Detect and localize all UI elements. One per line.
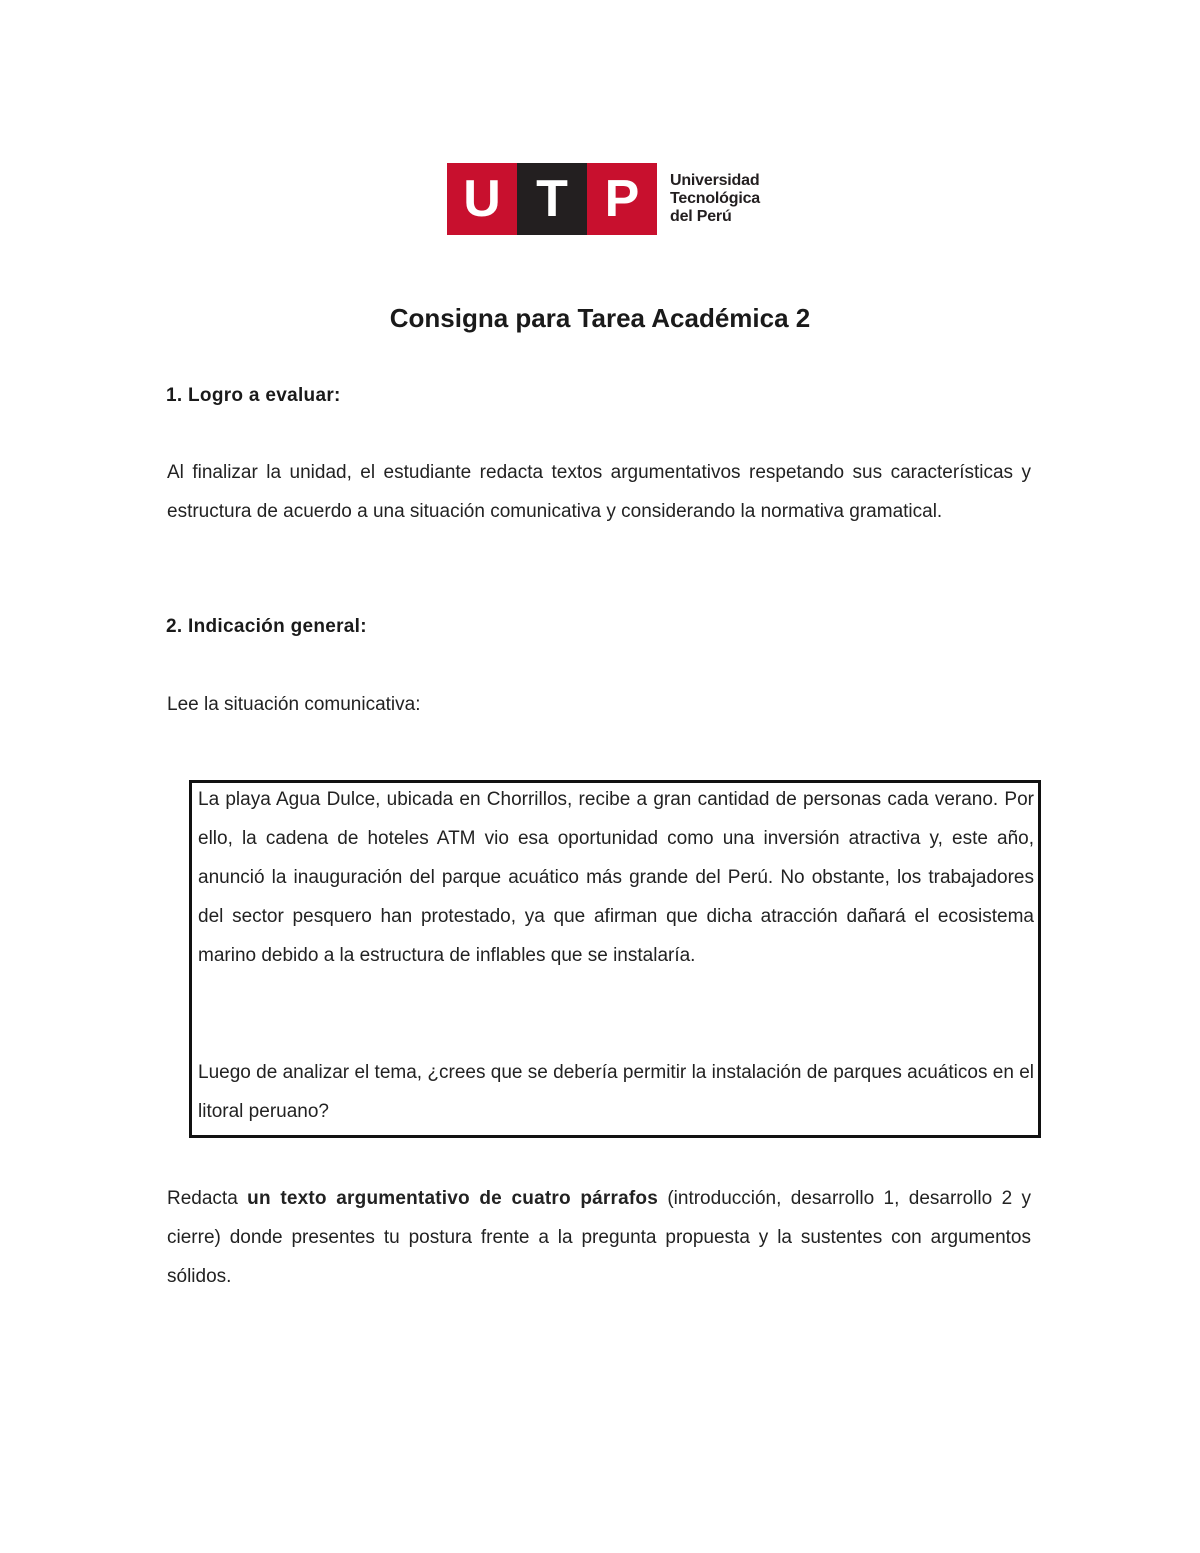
logo-name-line-1: Universidad	[670, 172, 760, 189]
section-1-text: Al finalizar la unidad, el estudiante redacta textos argumentativos respetando sus características y estructura de acuerdo a una situación comunicativa y considerando la normativa gramatical.	[167, 462, 1031, 522]
utp-logo	[447, 163, 760, 235]
logo-university-name	[670, 163, 760, 235]
section-1-heading: 1. Logro a evaluar:	[166, 385, 341, 406]
logo-name-line-2: Tecnológica	[670, 190, 760, 207]
situation-box	[189, 780, 1041, 1138]
logo-letter-u: U	[447, 163, 517, 235]
instruction-bold: un texto argumentativo de cuatro párrafos	[247, 1188, 658, 1209]
situation-question: Luego de analizar el tema, ¿crees que se debería permitir la instalación de parques acuáticos en el litoral peruano?	[198, 1062, 1034, 1122]
logo-letter-t: T	[517, 163, 587, 235]
page-title: Consigna para Tarea Académica 2	[389, 303, 811, 333]
instruction-suffix: (introducción, desarrollo 1, desarrollo 2 y cierre) donde presentes tu postura frente a la pregunta propuesta y la sustentes con argumentos sólidos.	[167, 1188, 1031, 1287]
situation-paragraph: La playa Agua Dulce, ubicada en Chorrillos, recibe a gran cantidad de personas cada verano. Por ello, la cadena de hoteles ATM vio esa oportunidad como una inversión atractiva y, este año, anunció la inauguración del parque acuático más grande del Perú. No obstante, los trabajadores del sector pesquero han protestado, ya que afirman que dicha atracción dañará el ecosistema marino debido a la estructura de inflables que se instalaría.	[198, 789, 1034, 966]
logo-name-line-3: del Perú	[670, 208, 732, 225]
section-2-heading: 2. Indicación general:	[166, 616, 367, 637]
instruction-paragraph	[167, 1179, 1031, 1296]
section-2-intro: Lee la situación comunicativa:	[167, 694, 421, 715]
instruction-prefix: Redacta	[167, 1188, 248, 1209]
logo-letter-p: P	[587, 163, 657, 235]
